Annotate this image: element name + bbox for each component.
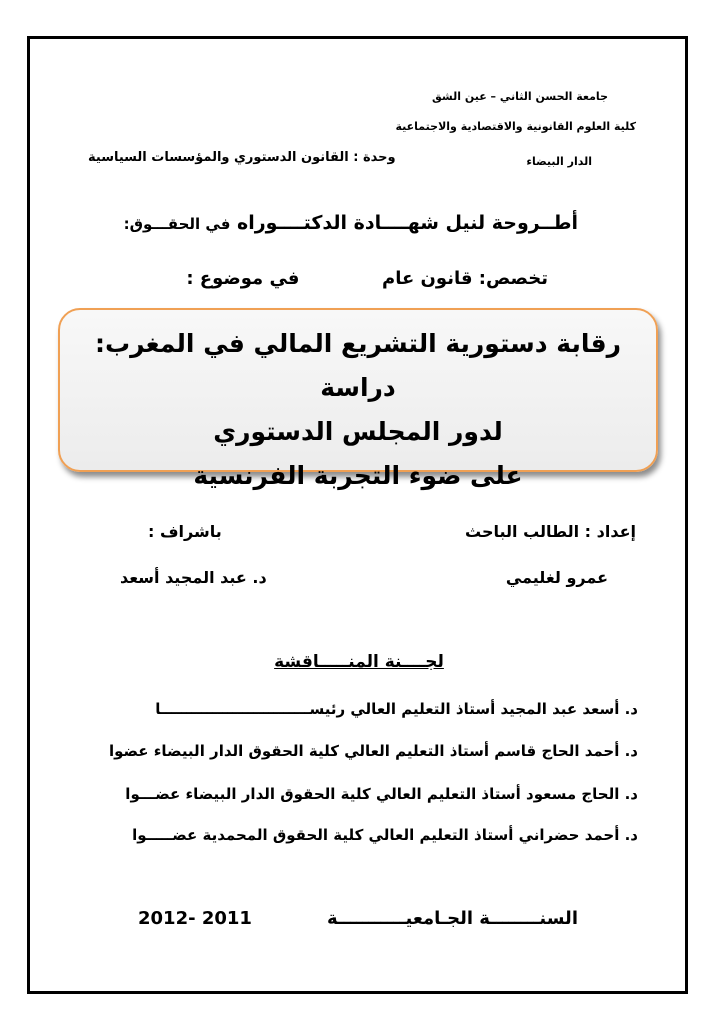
supervisor-name: د. عبد المجيد أسعد — [120, 568, 267, 587]
page-border — [27, 36, 688, 994]
committee-title-text: لجــــنة المنـــــاقشة — [274, 652, 444, 672]
academic-year-label: السنــــــــة الجـامعيـــــــــــة — [326, 908, 578, 929]
thesis-title-line-3: على ضوء التجربة الفرنسية — [193, 461, 523, 490]
topic-label: في موضوع : — [186, 268, 300, 289]
thesis-label: أطــروحة لنيل شهــــادة الدكتــــوراه — [237, 212, 578, 234]
university-name: جامعة الحسن الثاني – عين الشق — [431, 90, 608, 103]
committee-title — [0, 652, 718, 672]
academic-year-value: 2012- 2011 — [138, 908, 252, 929]
research-unit: وحدة : القانون الدستوري والمؤسسات السياسية — [88, 150, 396, 165]
specialization-text: تخصص: قانون عام — [382, 268, 548, 289]
city-name: الدار البيضاء — [526, 155, 592, 168]
thesis-title-line-1: رقابة دستورية التشريع المالي في المغرب: دراسة — [94, 329, 621, 402]
specialization-line — [186, 268, 548, 289]
thesis-degree — [124, 212, 578, 234]
thesis-title-line-2: لدور المجلس الدستوري — [213, 417, 503, 446]
committee-member: د. الحاج مسعود أستاذ التعليم العالي كلية الحقوق الدار البيضاء عضـــوا — [125, 785, 638, 803]
committee-member: د. أحمد حضراني أستاذ التعليم العالي كلية الحقوق المحمدية عضـــــوا — [132, 826, 638, 844]
thesis-title-box — [58, 308, 658, 490]
student-name: عمرو لغليمي — [505, 568, 608, 587]
committee-member: د. أسعد عبد المجيد أستاذ التعليم العالي رئيســـــــــــــــــــــــــــــا — [155, 700, 638, 718]
supervision-label: باشراف : — [148, 522, 222, 541]
preparation-label: إعداد : الطالب الباحث — [465, 522, 636, 541]
committee-member: د. أحمد الحاج قاسم أستاذ التعليم العالي كلية الحقوق الدار البيضاء عضوا — [108, 742, 638, 760]
thesis-field: في الحقـــوق: — [123, 215, 231, 233]
faculty-name: كلية العلوم القانونية والاقتصادية والاجتماعية — [395, 120, 636, 133]
